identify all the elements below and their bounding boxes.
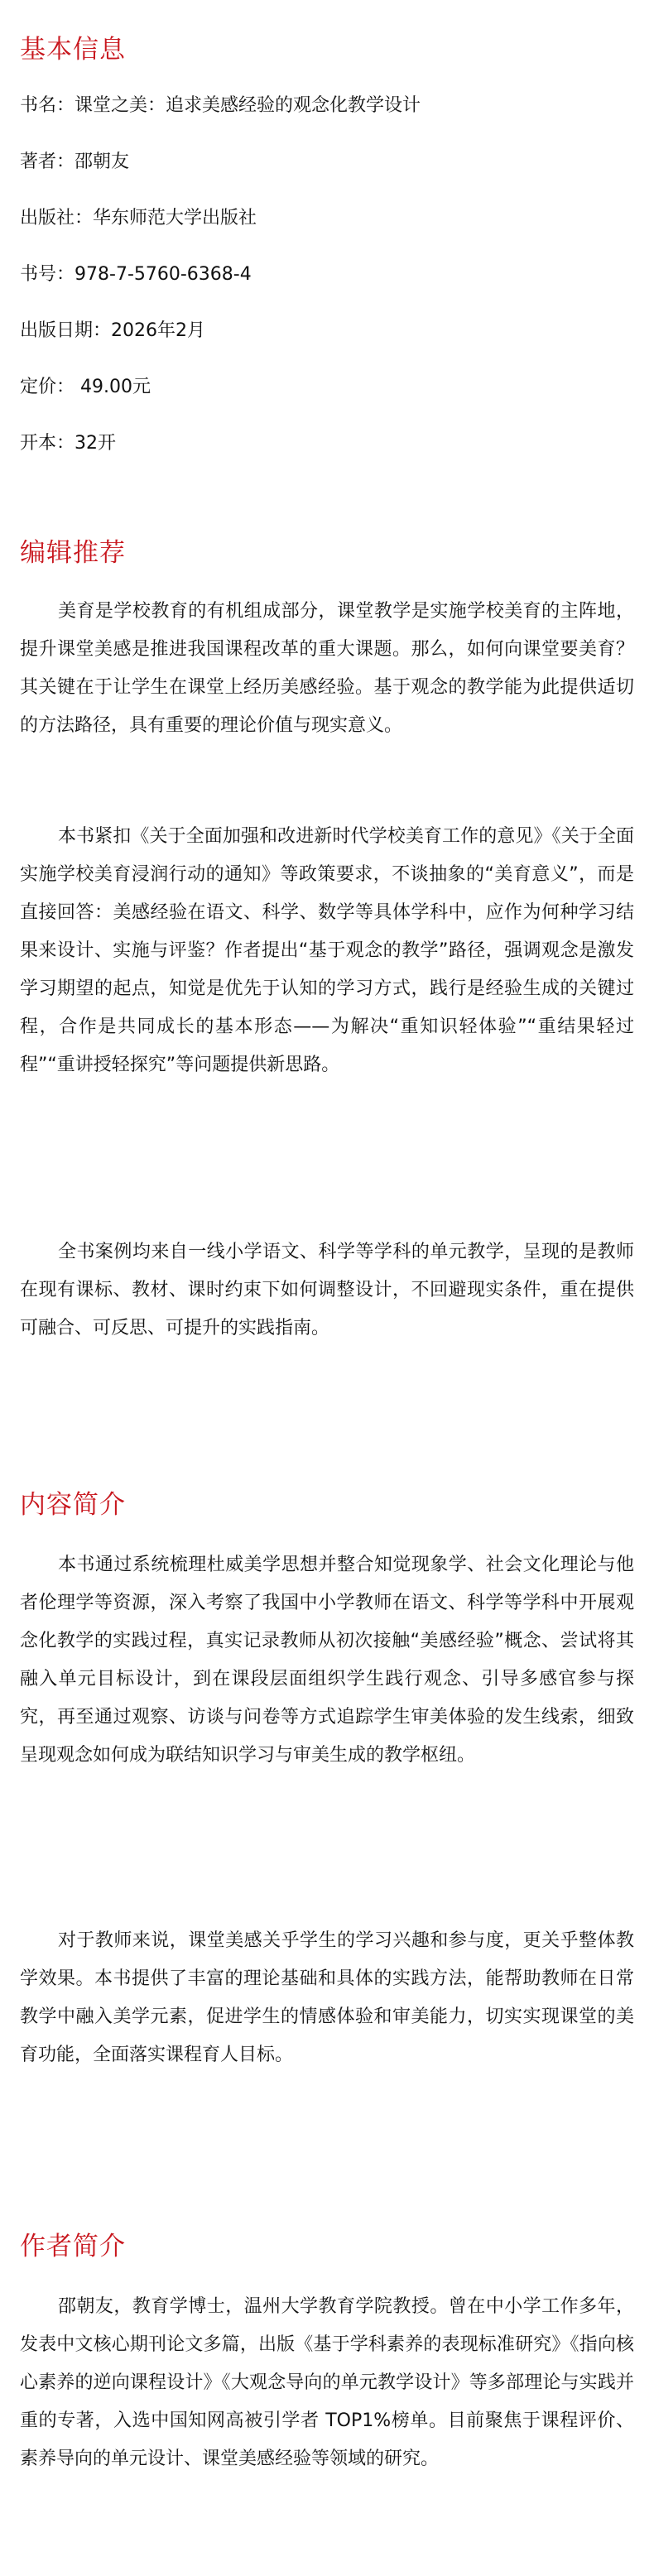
content-intro-paragraph-2: 对于教师来说，课堂美感关乎学生的学习兴趣和参与度，更关乎整体教学效果。本书提供了丰富的理论基础和具体的实践方法，能帮助教师在日常教学中融入美学元素，促进学生的情感体验和审美能力，切实实现课堂的美育功能，全面落实课程育人目标。 (20, 1930, 634, 2065)
author-intro-paragraph: 邵朝友，教育学博士，温州大学教育学院教授。曾在中小学工作多年，发表中文核心期刊论文多篇，出版《基于学科素养的表现标准研究》《指向核心素养的逆向课程设计》《大观念导向的单元教学设计》等多部理论与实践并重的专著，入选中国知网高被引学者 TOP1%榜单。目前聚焦于课程评价、素养导向的单元设计、课堂美感经验等领域的研究。 (20, 2296, 634, 2469)
editor-recommendation-paragraph-1: 美育是学校教育的有机组成部分，课堂教学是实施学校美育的主阵地，提升课堂美感是推进我国课程改革的重大课题。那么，如何向课堂要美育？其关键在于让学生在课堂上经历美感经验。基于观念的教学能为此提供适切的方法路径，具有重要的理论价值与现实意义。 (20, 601, 634, 736)
publish-date-value: 2026年2月 (111, 320, 206, 341)
editor-recommendation-paragraph-3: 全书案例均来自一线小学语文、科学等学科的单元教学，呈现的是教师在现有课标、教材、课时约束下如何调整设计，不回避现实条件，重在提供可融合、可反思、可提升的实践指南。 (20, 1242, 634, 1338)
publisher-label: 出版社： (20, 208, 94, 228)
publisher-value: 华东师范大学出版社 (93, 208, 257, 228)
author-line (20, 149, 129, 175)
editor-recommendation-paragraph-2: 本书紧扣《关于全面加强和改进新时代学校美育工作的意见》《关于全面实施学校美育浸润行动的通知》等政策要求，不谈抽象的“美育意义”，而是直接回答：美感经验在语文、科学、数学等具体学科中，应作为何种学习结果来设计、实施与评鉴？作者提出“基于观念的教学”路径，强调观念是激发学习期望的起点，知觉是优先于认知的学习方式，践行是经验生成的关键过程，合作是共同成长的基本形态——为解决“重知识轻体验”“重结果轻过程”“重讲授轻探究”等问题提供新思路。 (20, 826, 634, 1075)
isbn-line (20, 262, 252, 288)
book-title-label: 书名： (20, 95, 75, 116)
format-value: 32开 (75, 433, 117, 454)
format-line (20, 430, 116, 457)
publisher-line (20, 205, 257, 232)
isbn-value: 978-7-5760-6368-4 (75, 264, 252, 285)
editor-recommendation-title: 编辑推荐 (20, 538, 126, 568)
isbn-label: 书号： (20, 264, 75, 285)
publish-date-label: 出版日期： (20, 320, 112, 341)
price-label: 定价： (20, 377, 75, 397)
author-intro-title: 作者简介 (20, 2232, 126, 2261)
author-label: 著者： (20, 151, 75, 172)
price-line (20, 374, 151, 401)
book-title-line (20, 93, 421, 119)
publish-date-line (20, 318, 205, 344)
book-title-value: 课堂之美：追求美感经验的观念化教学设计 (75, 95, 421, 116)
content-intro-paragraph-1: 本书通过系统梳理杜威美学思想并整合知觉现象学、社会文化理论与他者伦理学等资源，深入考察了我国中小学教师在语文、科学等学科中开展观念化教学的实践过程，真实记录教师从初次接触“美感经验”概念、尝试将其融入单元目标设计，到在课段层面组织学生践行观念、引导多感官参与探究，再至通过观察、访谈与问卷等方式追踪学生审美体验的发生线索，细致呈现观念如何成为联结知识学习与审美生成的教学枢纽。 (20, 1555, 634, 1766)
price-value: 49.00元 (75, 377, 151, 397)
basic-info-title: 基本信息 (20, 35, 126, 65)
author-value: 邵朝友 (75, 151, 130, 172)
format-label: 开本： (20, 433, 75, 454)
content-intro-title: 内容简介 (20, 1490, 126, 1520)
